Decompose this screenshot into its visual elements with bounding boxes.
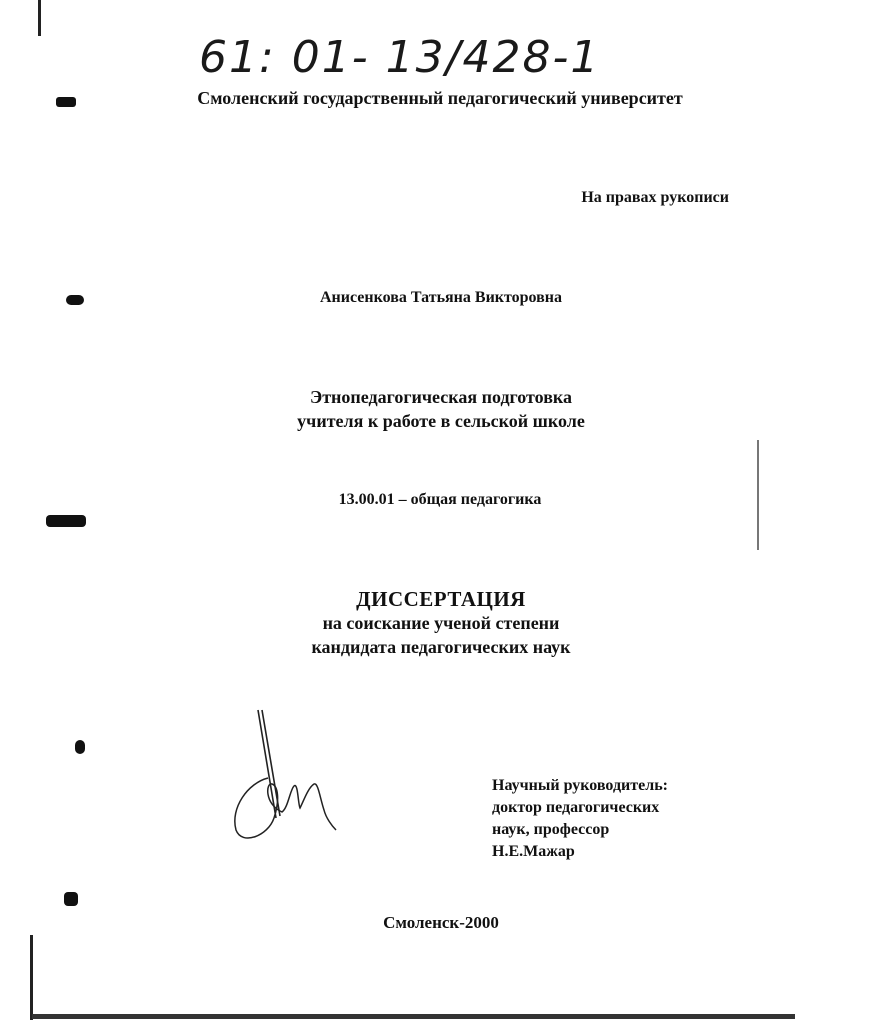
rights-note: На правах рукописи <box>581 189 729 206</box>
dissertation-title <box>0 385 882 433</box>
supervisor-line-1: Научный руководитель: <box>492 777 668 794</box>
binding-hole-5 <box>64 892 78 906</box>
title-line-2: учителя к работе в сельской школе <box>297 411 585 431</box>
supervisor-block <box>492 775 668 863</box>
specialty-code: 13.00.01 – общая педагогика <box>338 491 542 508</box>
supervisor-line-2: доктор педагогических <box>492 799 660 816</box>
scan-left-edge-line <box>38 0 41 36</box>
university-name: Смоленский государственный педагогический университет <box>197 88 683 108</box>
city-year: Смоленск-2000 <box>383 913 499 932</box>
dissertation-line-1: на соискание ученой степени <box>322 613 560 633</box>
dissertation-heading: ДИССЕРТАЦИЯ <box>356 587 526 611</box>
archive-code-text: 61: 01- 13/428-1 <box>199 32 601 83</box>
supervisor-line-3: наук, профессор <box>492 821 610 838</box>
handwritten-signature <box>228 708 348 848</box>
title-line-1: Этнопедагогическая подготовка <box>309 387 573 407</box>
scan-left-edge-line-bottom <box>30 935 33 1020</box>
dissertation-block <box>0 587 882 659</box>
supervisor-line-4: Н.Е.Мажар <box>492 843 575 860</box>
author-name: Анисенкова Татьяна Викторовна <box>319 289 563 306</box>
handwritten-archive-code <box>195 28 601 84</box>
scan-bottom-edge-line <box>32 1014 795 1019</box>
binding-hole-3 <box>46 515 86 527</box>
dissertation-line-2: кандидата педагогических наук <box>311 637 571 657</box>
binding-hole-4 <box>75 740 85 754</box>
